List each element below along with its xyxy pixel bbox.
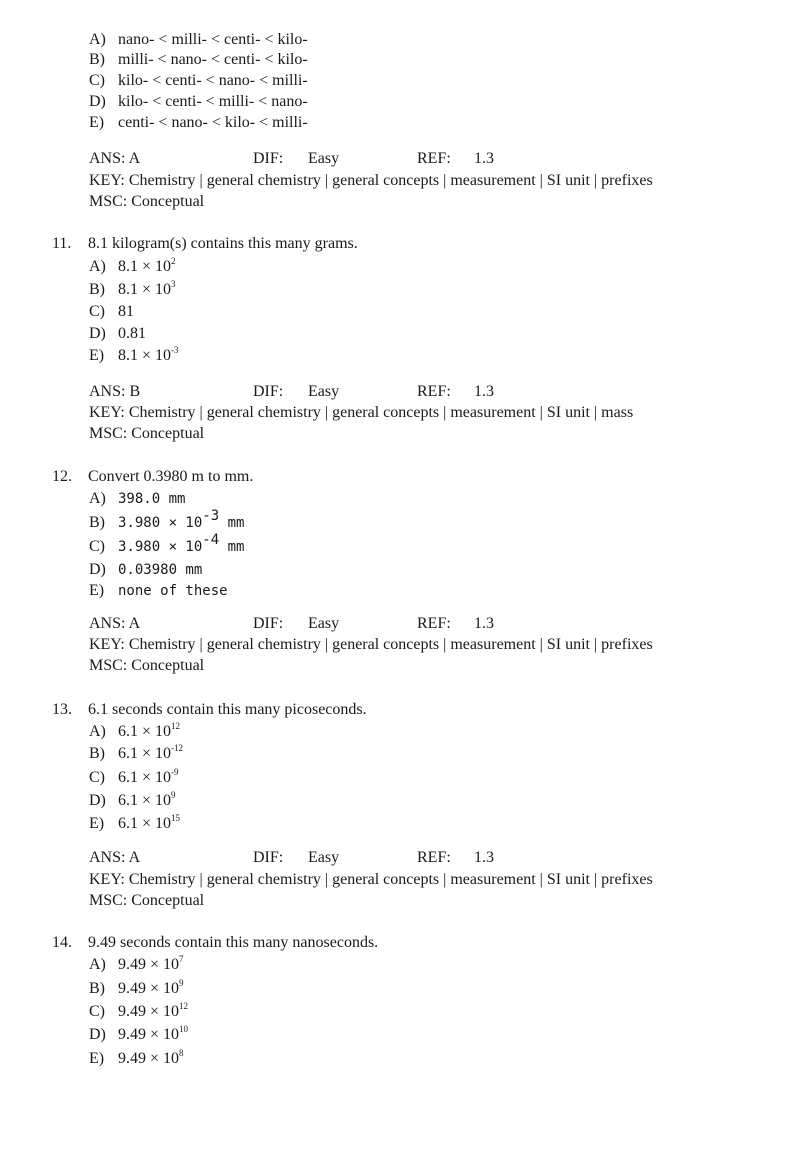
difficulty-label: DIF: (253, 383, 284, 400)
key-line: KEY: Chemistry | general chemistry | general concepts | measurement | SI unit | mass (89, 404, 634, 421)
option-a: A) $6.1 \times 10^{12}$ (89, 721, 181, 740)
difficulty-value: Easy (308, 383, 340, 400)
option-e: E) $9.49 \times 10^8$ (89, 1048, 184, 1067)
answer-row (89, 381, 689, 402)
difficulty-value: Easy (308, 615, 340, 632)
option-a: A) $8.1 \times 10^2$ (89, 256, 176, 275)
key-line: KEY: Chemistry | general chemistry | general concepts | measurement | SI unit | prefixes (89, 636, 653, 653)
reference-value: 1.3 (474, 615, 494, 632)
difficulty-label: DIF: (253, 849, 284, 866)
option-b: B) $3.980 \times 10^{-3}$ mm (89, 508, 245, 531)
question-stem: 13. 6.1 seconds contain this many picoseconds. (52, 701, 367, 718)
answer: ANS: A (89, 849, 141, 866)
question-stem: 12. Convert 0.3980 m to mm. (52, 468, 254, 485)
answer-row (89, 847, 689, 868)
option-b: B) $9.49 \times 10^9$ (89, 978, 184, 997)
option-e: E) centi- < nano- < kilo- < milli- (89, 114, 308, 131)
option-e: E) $6.1 \times 10^{15}$ (89, 813, 181, 832)
option-c: C) 81 (89, 303, 134, 320)
option-a: A) 398.0 mm (89, 490, 186, 507)
msc-line: MSC: Conceptual (89, 892, 205, 909)
option-d: D) 0.03980 mm (89, 561, 203, 578)
key-line: KEY: Chemistry | general chemistry | general concepts | measurement | SI unit | prefixes (89, 871, 653, 888)
reference-label: REF: (417, 383, 451, 400)
msc-line: MSC: Conceptual (89, 425, 205, 442)
answer-row (89, 613, 689, 634)
msc-line: MSC: Conceptual (89, 193, 205, 210)
question-stem: 11. 8.1 kilogram(s) contains this many grams. (52, 235, 358, 252)
option-d: D) $6.1 \times 10^9$ (89, 790, 176, 809)
reference-value: 1.3 (474, 383, 494, 400)
key-line: KEY: Chemistry | general chemistry | general concepts | measurement | SI unit | prefixes (89, 172, 653, 189)
difficulty-value: Easy (308, 849, 340, 866)
reference-value: 1.3 (474, 150, 494, 167)
msc-line: MSC: Conceptual (89, 657, 205, 674)
difficulty-label: DIF: (253, 150, 284, 167)
option-c: C) $9.49 \times 10^{12}$ (89, 1001, 189, 1020)
answer: ANS: A (89, 615, 141, 632)
option-c: C) $6.1 \times 10^{-9}$ (89, 767, 179, 786)
reference-label: REF: (417, 615, 451, 632)
answer: ANS: A (89, 150, 141, 167)
option-b: B) $8.1 \times 10^3$ (89, 279, 176, 298)
question-stem: 14. 9.49 seconds contain this many nanoseconds. (52, 934, 379, 951)
reference-label: REF: (417, 849, 451, 866)
option-d: D) kilo- < centi- < milli- < nano- (89, 93, 308, 110)
answer: ANS: B (89, 383, 141, 400)
option-d: D) 0.81 (89, 325, 146, 342)
difficulty-value: Easy (308, 150, 340, 167)
difficulty-label: DIF: (253, 615, 284, 632)
option-e: E) none of these (89, 582, 228, 599)
option-e: E) $8.1 \times 10^{-3}$ (89, 345, 179, 364)
reference-label: REF: (417, 150, 451, 167)
option-a: A) nano- < milli- < centi- < kilo- (89, 31, 308, 48)
option-b: B) milli- < nano- < centi- < kilo- (89, 51, 308, 68)
answer-row (89, 148, 689, 169)
option-c: C) kilo- < centi- < nano- < milli- (89, 72, 308, 89)
option-c: C) $3.980 \times 10^{-4}$ mm (89, 532, 245, 555)
option-a: A) $9.49 \times 10^7$ (89, 954, 184, 973)
option-d: D) $9.49 \times 10^{10}$ (89, 1024, 189, 1043)
reference-value: 1.3 (474, 849, 494, 866)
option-b: B) $6.1 \times 10^{-12}$ (89, 743, 184, 762)
